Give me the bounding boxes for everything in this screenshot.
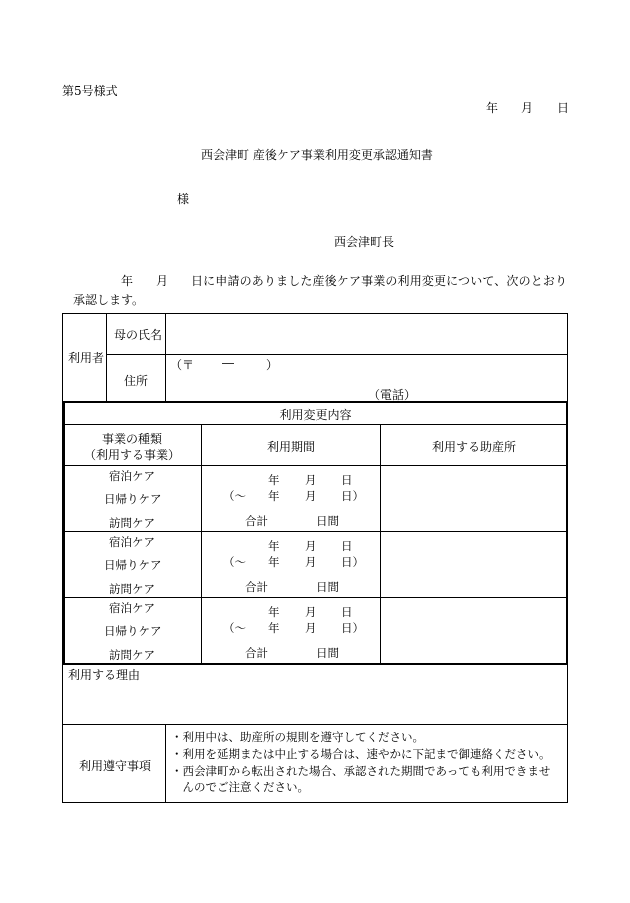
table-top-border [62, 313, 568, 314]
rule-item-3-cont: んのでご注意ください。 [171, 780, 309, 794]
mother-name-label: 母の氏名 [114, 328, 163, 342]
days-label: 日間 [316, 514, 339, 528]
to-month: 月 [305, 555, 317, 569]
to-year: 年 [268, 621, 280, 635]
care-type-daytrip: 日帰りケア [104, 558, 162, 572]
care-type-visit: 訪問ケア [109, 648, 155, 662]
date-day: 日 [557, 101, 570, 115]
change-title-divider [63, 424, 568, 425]
care-type-overnight: 宿泊ケア [109, 535, 155, 549]
rules-label-divider [165, 724, 166, 803]
to-open: （～ [223, 621, 246, 635]
to-day: 日） [341, 555, 364, 569]
header-row-divider [63, 465, 568, 466]
mother-name-row-divider [106, 354, 567, 355]
from-month: 月 [305, 539, 317, 553]
postal-dash: ― [222, 356, 234, 370]
care-type-daytrip: 日帰りケア [104, 624, 162, 638]
days-label: 日間 [316, 646, 339, 660]
to-month: 月 [305, 489, 317, 503]
body-text-line2: 承認します。 [73, 293, 145, 307]
from-month: 月 [305, 605, 317, 619]
col-period-header: 利用期間 [266, 440, 315, 454]
user-label: 利用者 [68, 351, 105, 365]
to-month: 月 [305, 621, 317, 635]
from-year: 年 [268, 473, 280, 487]
days-label: 日間 [316, 580, 339, 594]
row1-divider [63, 531, 568, 532]
body-year: 年 [121, 274, 134, 288]
document-title: 西会津町 産後ケア事業利用変更承認通知書 [201, 148, 433, 162]
from-year: 年 [268, 539, 280, 553]
col-type-header-line2: （利用する事業） [83, 448, 180, 462]
from-day: 日 [341, 473, 353, 487]
to-day: 日） [341, 489, 364, 503]
to-open: （～ [223, 489, 246, 503]
phone-label: （電話） [368, 388, 417, 402]
body-month: 月 [156, 274, 169, 288]
from-day: 日 [341, 605, 353, 619]
change-section-title: 利用変更内容 [279, 408, 352, 422]
rule-item-2: ・利用を延期または中止する場合は、速やかに下記まで御連絡ください。 [171, 747, 551, 761]
recipient-suffix: 様 [177, 192, 190, 206]
form-number: 第5号様式 [62, 84, 118, 98]
date-month: 月 [521, 101, 534, 115]
to-day: 日） [341, 621, 364, 635]
from-year: 年 [268, 605, 280, 619]
user-value-divider [165, 313, 166, 401]
care-type-visit: 訪問ケア [109, 516, 155, 530]
total-label: 合計 [245, 514, 268, 528]
to-year: 年 [268, 489, 280, 503]
postal-close: ） [266, 358, 279, 372]
reason-bottom-divider [62, 724, 568, 725]
total-label: 合計 [245, 646, 268, 660]
care-type-visit: 訪問ケア [109, 582, 155, 596]
to-open: （～ [223, 555, 246, 569]
care-type-daytrip: 日帰りケア [104, 492, 162, 506]
from-month: 月 [305, 473, 317, 487]
issuer-name: 西会津町長 [334, 235, 395, 249]
col-divider-period-facility [380, 424, 381, 664]
table-bottom-border [62, 802, 568, 803]
to-year: 年 [268, 555, 280, 569]
rule-item-3: ・西会津町から転出された場合、承認された期間であっても利用できませ [171, 764, 551, 778]
care-type-overnight: 宿泊ケア [109, 601, 155, 615]
col-facility-header: 利用する助産所 [431, 440, 516, 454]
reason-label: 利用する理由 [68, 668, 141, 682]
date-year: 年 [486, 101, 499, 115]
rules-label: 利用遵守事項 [79, 759, 152, 773]
address-label: 住所 [124, 374, 149, 388]
col-divider-type-period [201, 424, 202, 664]
from-day: 日 [341, 539, 353, 553]
row2-divider [63, 597, 568, 598]
body-text-line1: 日に申請のありました産後ケア事業の利用変更について、次のとおり [191, 274, 568, 288]
postal-open: （〒 [170, 358, 195, 372]
rule-item-1: ・利用中は、助産所の規則を遵守してください。 [171, 730, 424, 744]
user-label-divider [106, 313, 107, 401]
care-type-overnight: 宿泊ケア [109, 469, 155, 483]
col-type-header-line1: 事業の種類 [101, 432, 162, 446]
total-label: 合計 [245, 580, 268, 594]
